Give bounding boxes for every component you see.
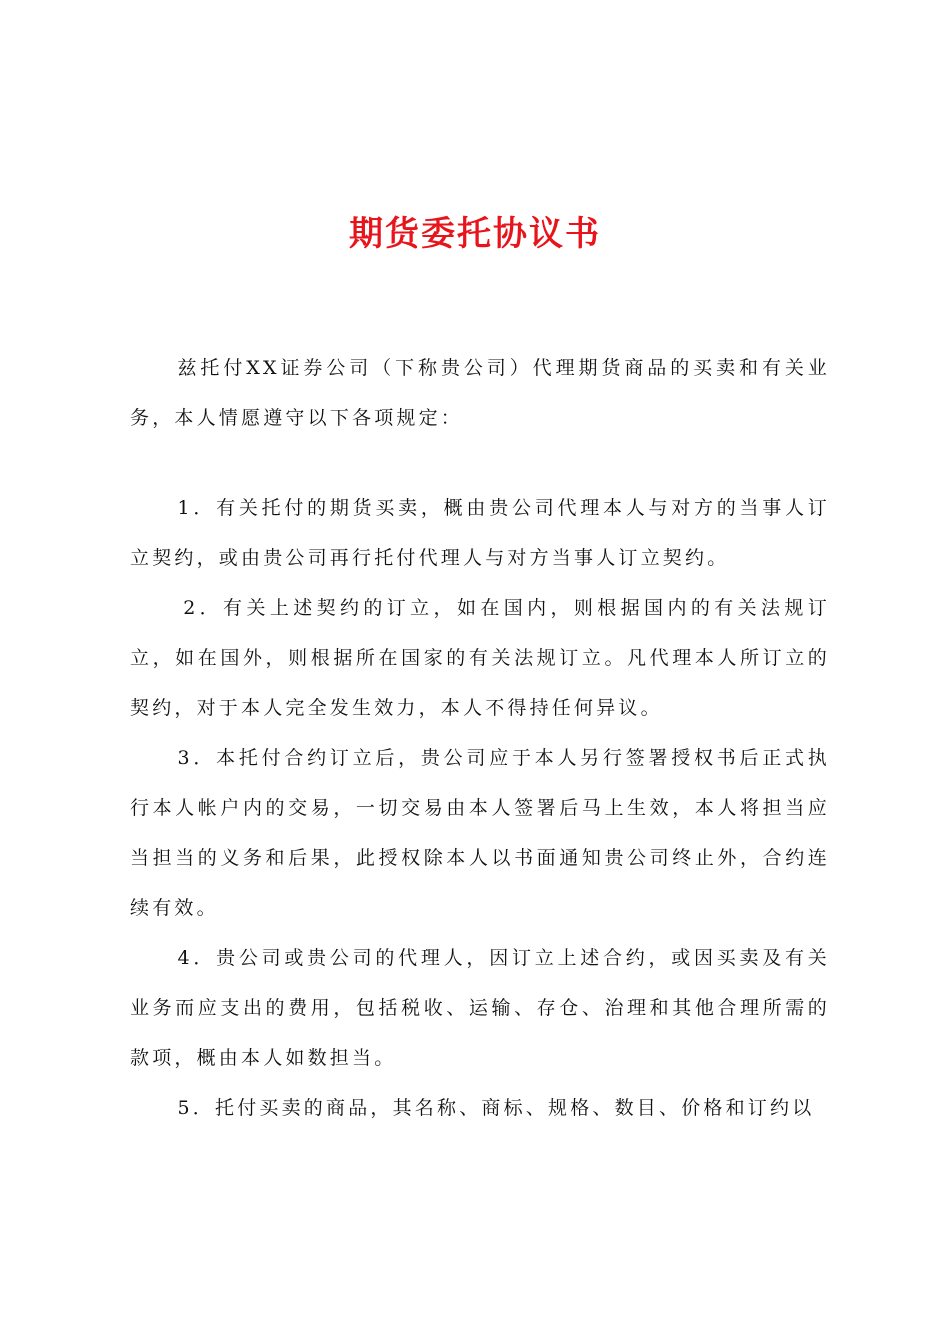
clause-3: 3．本托付合约订立后，贵公司应于本人另行签署授权书后正式执行本人帐户内的交易，一切交易由本人签署后马上生效，本人将担当应当担当的义务和后果，此授权除本人以书面通知贵公司终止外，合约连续有效。 [130, 747, 830, 919]
clause-2: 2．有关上述契约的订立，如在国内，则根据国内的有关法规订立，如在国外，则根据所在国家的有关法规订立。凡代理本人所订立的契约，对于本人完全发生效力，本人不得持任何异议。 [130, 597, 830, 719]
intro-paragraph: 兹托付XX证券公司（下称贵公司）代理期货商品的买卖和有关业务，本人情愿遵守以下各项规定： [130, 357, 830, 429]
clause-4: 4．贵公司或贵公司的代理人，因订立上述合约，或因买卖及有关业务而应支出的费用，包括税收、运输、存仓、治理和其他合理所需的款项，概由本人如数担当。 [130, 947, 830, 1069]
document-title: 期货委托协议书 [349, 214, 601, 254]
clause-5: 5．托付买卖的商品，其名称、商标、规格、数目、价格和订约以 [177, 1097, 815, 1119]
document-body [130, 343, 830, 1133]
clause-1: 1．有关托付的期货买卖，概由贵公司代理本人与对方的当事人订立契约，或由贵公司再行托付代理人与对方当事人订立契约。 [130, 497, 830, 569]
